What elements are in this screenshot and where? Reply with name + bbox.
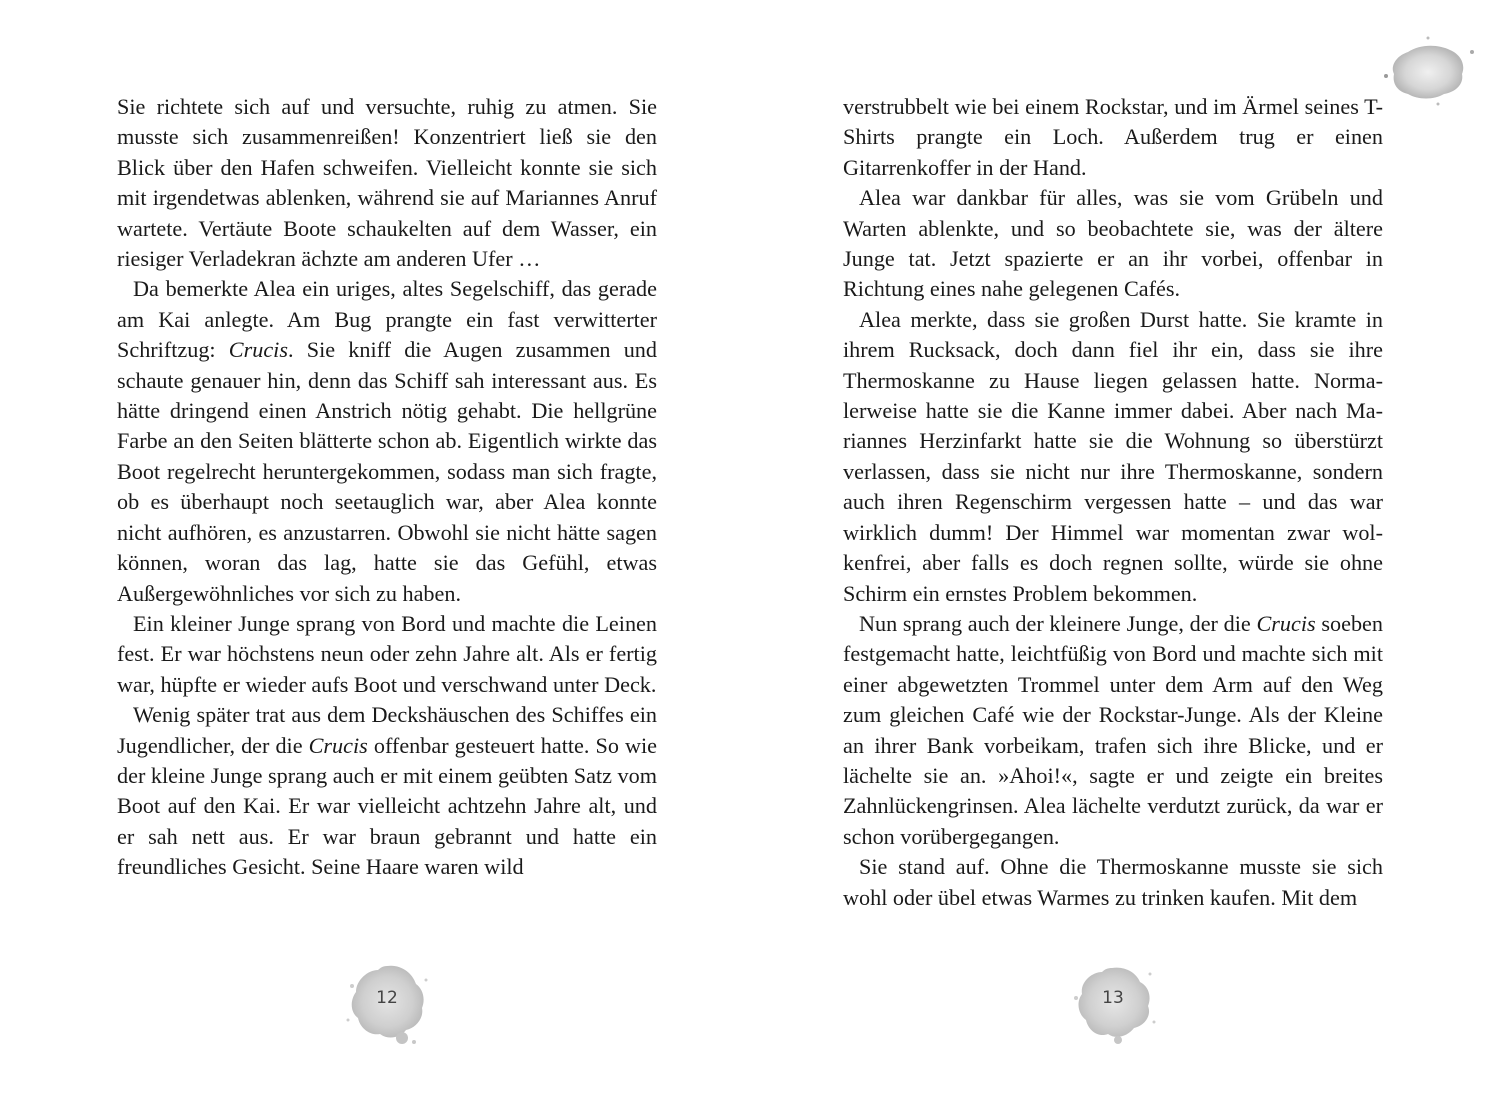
ink-splash-right	[1068, 958, 1158, 1048]
paragraph	[843, 852, 1383, 913]
text-run: soeben festgemacht hatte, leichtfüßig von Bord und machte sich mit einer abgewetzten Trommel unter dem Arm auf den Weg zum gleichen Café wie der Rockstar-Junge. Als der Kleine an ihrer Bank vorbeikam, trafen sich ihre Blicke, und er lächelte sie an. »Ahoi!«, sagte er und zeigte ein breites Zahnlückengrinsen. Alea lächelte verdutzt zurück, da war er schon vorübergegangen.	[843, 610, 1383, 849]
paragraph	[843, 92, 1383, 183]
text-run: Alea war dankbar für alles, was sie vom Grübeln und Warten ablenkte, und so beobachtete sie, was der ältere Junge tat. Jetzt spazierte er an ihr vorbei, offenbar in Richtung eines nahe gelegenen Cafés.	[843, 185, 1383, 302]
paragraph	[117, 92, 657, 274]
paragraph	[117, 700, 657, 882]
text-run: Wenig später trat aus dem Deckshäuschen des Schiffes ein Jugendlicher, der die	[117, 702, 657, 758]
right-page-text	[843, 92, 1383, 913]
text-run: Alea merkte, dass sie großen Durst hatte. Sie kramte in ihrem Rucksack, doch dann fiel ihr ein, dass sie ihre Thermoskanne zu Hause liegen gelassen hatte. Normalerweise hatte sie die Kanne immer dabei. Aber nach Mariannes Herzinfarkt hatte sie die Wohnung so überstürzt verlassen, dass sie nicht nur ihre Thermoskanne, sondern auch ihren Regenschirm vergessen hatte – und das war wirklich dumm! Der Himmel war momentan zwar wolkenfrei, aber falls es doch regnen sollte, würde sie ohne Schirm ein ernstes Problem bekommen.	[843, 306, 1383, 606]
paragraph	[843, 305, 1383, 609]
text-run: . Sie kniff die Augen zusammen und schaute genauer hin, denn das Schiff sah interessant aus. Es hätte dringend einen Anstrich nötig gehabt. Die hellgrüne Farbe an den Seiten blätterte schon ab. Eigentlich wirkte das Boot regelrecht heruntergekommen, sodass man sich fragte, ob es überhaupt noch seetauglich war, aber Alea konnte nicht aufhören, es anzustarren. Obwohl sie nicht hätte sagen können, woran das lag, hatte sie das Gefühl, etwas Außergewöhnliches vor sich zu haben.	[117, 337, 657, 606]
text-run: Ein kleiner Junge sprang von Bord und machte die Leinen fest. Er war höchstens neun oder zehn Jahre alt. Als er fertig war, hüpfte er wieder aufs Boot und verschwand unter Deck.	[117, 610, 657, 697]
page-number-right: 13	[1102, 988, 1124, 1008]
ink-splash-corner	[1378, 30, 1478, 110]
text-run: offenbar gesteuert hatte. So wie der kleine Junge sprang auch er mit einem geübten Satz vom Boot auf den Kai. Er war vielleicht achtzehn Jahre alt, und er sah nett aus. Er war braun gebrannt und hatte ein freundliches Gesicht. Seine Haare waren wild	[117, 732, 657, 880]
paragraph	[843, 183, 1383, 305]
text-run: Da bemerkte Alea ein uriges, altes Segelschiff, das gerade am Kai anlegte. Am Bug prangte ein fast verwitterter Schriftzug:	[117, 276, 657, 363]
ink-splash-left	[342, 958, 432, 1048]
italic-ship-name: Crucis	[308, 732, 368, 758]
left-page-text	[117, 92, 657, 883]
paragraph	[117, 274, 657, 608]
text-run: Nun sprang auch der kleinere Junge, der die	[859, 610, 1257, 636]
text-run: verstrubbelt wie bei einem Rockstar, und im Ärmel seines T-Shirts prangte ein Loch. Außerdem trug er einen Gitarrenkoffer in der Hand.	[843, 94, 1383, 180]
paragraph	[117, 609, 657, 700]
ink-splash-icon	[1378, 30, 1478, 110]
paragraph	[843, 609, 1383, 852]
page-number-left: 12	[376, 988, 398, 1008]
text-run: Sie richtete sich auf und versuchte, ruhig zu atmen. Sie musste sich zusammenreißen! Konzentriert ließ sie den Blick über den Hafen schweifen. Vielleicht konnte sie sich mit irgendetwas ablenken, während sie auf Mariannes Anruf wartete. Vertäute Boote schaukelten auf dem Wasser, ein riesiger Verladekran ächzte am anderen Ufer …	[117, 94, 657, 272]
text-run: Sie stand auf. Ohne die Thermoskanne musste sie sich wohl oder übel etwas Warmes zu trinken kaufen. Mit dem	[843, 854, 1383, 910]
italic-ship-name: Crucis	[1256, 610, 1316, 636]
italic-ship-name: Crucis	[228, 337, 288, 363]
